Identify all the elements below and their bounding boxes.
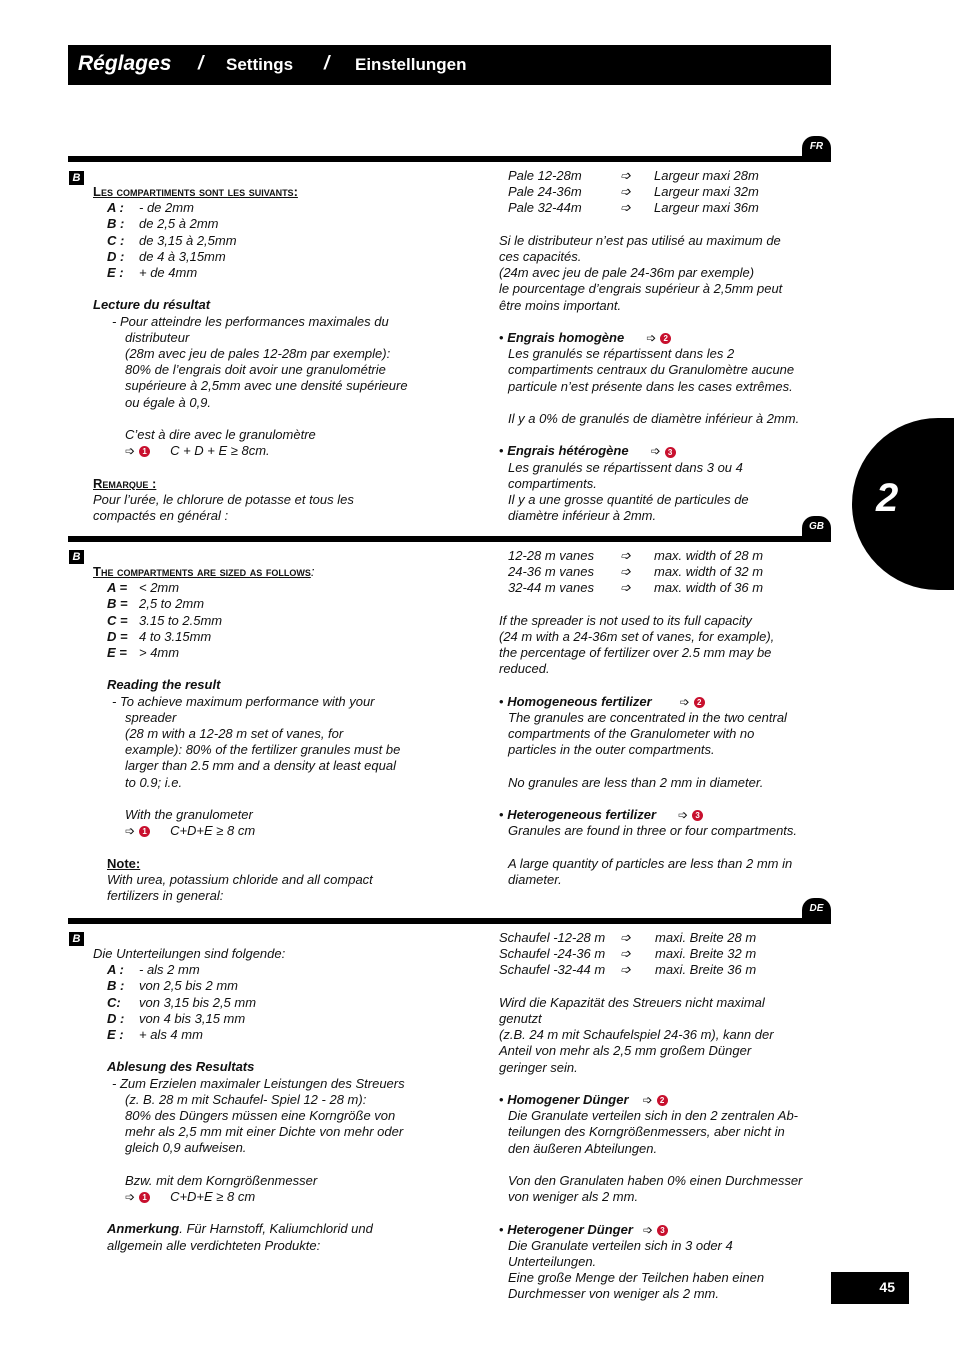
gb-right-column: 12-28 m vanes ➩ max. width of 28 m 24-36 m vanes ➩ max. width of 32 m 32-44 m vanes ➩ max. width of 36 m If the spreader is not used to its full capacity (24 m with a 24-36m set of vanes, for example), the percentage of fertilizer over 2.5 mm may be reduced. • Homogeneous fertilizer ➩ 2 The granules are concentrated in the two central compartments of the Granulometer with no particles in the outer compartments. No granules are less than 2 mm in diameter. • Heterogeneous fertilizer ➩ 3 Granules are found in three or four compartments. A large quantity of particles are less than 2 mm in diameter. [499,548,798,888]
de-right-column: Schaufel -12-28 m ➩ maxi. Breite 28 m Schaufel -24-36 m ➩ maxi. Breite 32 m Schaufel -32-44 m ➩ maxi. Breite 36 m Wird die Kapazität des Streuers nicht maximal genutzt (z.B. 24 m mit Schaufelspiel 24-36 m), kann der Anteil von mehr als 2,5 mm großem Dünger geringer sein. • Homogener Dünger ➩ 2 Die Granulate verteilen sich in den 2 zentralen Ab- teilungen des Korngrößenmessers, aber nicht in den äußeren Abteilungen. Von den Granulaten haben 0% einen Durchmesser von weniger als 2 mm. • Heterogener Dünger ➩ 3 Die Granulate verteilen sich in 3 oder 4 Unterteilungen. Eine große Menge der Teilchen haben einen Durchmesser von weniger als 2 mm. [499,930,803,1302]
number-2-icon: 2 [657,1095,668,1106]
number-1-icon: 1 [139,1192,150,1203]
title-de: Einstellungen [355,55,467,74]
section-b-marker: B [69,932,84,946]
language-tag-gb: GB [802,516,831,537]
arrow-icon: ➩ [125,1190,136,1205]
arrow-icon: ➩ [620,168,631,183]
title-separator: / [198,53,204,74]
number-1-icon: 1 [139,826,150,837]
language-tag-fr: FR [802,136,831,157]
number-3-icon: 3 [657,1225,668,1236]
fr-left-column: Les compartiments sont les suivants: A : - de 2mm B : de 2,5 à 2mm C : de 3,15 à 2,5mm D : de 4 à 3,15mm E : + de 4mm Lecture du résultat - Pour atteindre les performances maximales du distributeur (28m avec jeu de pales 12-28m par exemple): 80% de l’engrais doit avoir une granulométrie supérieure à 2,5mm avec une densité supérieure ou égale à 0,9. C’est à dire avec le granulomètre ➩ 1 C + D + E ≥ 8cm. Remarque : Pour l’urée, le chlorure de potasse et tous les compactés en général : [93,184,493,524]
gb-reading-title: Reading the result [107,677,221,693]
chapter-number: 2 [876,476,899,520]
arrow-icon: ➩ [650,444,661,459]
de-left-column: Die Unterteilungen sind folgende: A : - als 2 mm B : von 2,5 bis 2 mm C: von 3,15 bis 2,5 mm D : von 4 bis 3,15 mm E : + als 4 mm Ablesung des Resultats - Zum Erzielen maximaler Leistungen des Streuers (z. B. 28 m mit Schaufel- Spiel 12 - 28 m): 80% des Düngers müssen eine Korngröße von mehr als 2,5 mm mit einer Dichte von mehr oder gleich 0,9 aufweisen. Bzw. mit dem Korngrößenmesser ➩ 1 C+D+E ≥ 8 cm Anmerkung. Für Harnstoff, Kaliumchlorid und allgemein alle verdichteten Produkte: [93,946,493,1254]
number-2-icon: 2 [694,697,705,708]
arrow-icon: ➩ [678,808,689,823]
number-1-icon: 1 [139,446,150,457]
section-rule-de [68,918,831,924]
arrow-icon: ➩ [620,946,631,962]
fr-right-column: Pale 12-28m ➩ Largeur maxi 28m Pale 24-36m ➩ Largeur maxi 32m Pale 32-44m ➩ Largeur maxi 36m Si le distributeur n’est pas utilisé au maximum de ces capacités. (24m avec jeu de pale 24-36m par exemple) le pourcentage d’engrais supérieur à 2,5mm peut être moins important. • Engrais homogène ➩ 2 Les granulés se répartissent dans les 2 compartiments centraux du Granulomètre aucune particule n’est présente dans les cases extrêmes. Il y a 0% de granulés de diamètre inférieur à 2mm. • Engrais hétérogène ➩ 3 Les granulés se répartissent dans 3 ou 4 compartiments. Il y a une grosse quantité de particules de diamètre inférieur à 2mm. [499,168,800,524]
arrow-icon: ➩ [620,184,631,200]
fr-vanes-table: Pale 12-28m ➩ Largeur maxi 28m Pale 24-36m ➩ Largeur maxi 32m Pale 32-44m ➩ Largeur maxi 36m [508,168,759,216]
page-number: 45 [831,1272,909,1304]
fr-compartments-intro: Les compartiments sont les suivants: [93,184,298,199]
number-3-icon: 3 [692,810,703,821]
gb-vanes-table: 12-28 m vanes ➩ max. width of 28 m 24-36 m vanes ➩ max. width of 32 m 32-44 m vanes ➩ max. width of 36 m [508,548,764,596]
arrow-icon: ➩ [620,930,631,945]
de-compartments-intro: Die Unterteilungen sind folgende: [93,946,286,961]
arrow-icon: ➩ [125,824,136,839]
page-header [68,45,831,85]
arrow-icon: ➩ [620,548,631,563]
number-2-icon: 2 [660,333,671,344]
gb-note-title: Note: [107,855,141,871]
chapter-tab [852,418,954,590]
fr-reading-title: Lecture du résultat [93,297,211,313]
arrow-icon: ➩ [679,694,690,709]
title-separator: / [324,53,330,74]
fr-note-title: Remarque : [93,475,157,491]
arrow-icon: ➩ [642,1093,653,1108]
arrow-icon: ➩ [620,564,631,580]
de-vanes-table: Schaufel -12-28 m ➩ maxi. Breite 28 m Schaufel -24-36 m ➩ maxi. Breite 32 m Schaufel -32-44 m ➩ maxi. Breite 36 m [499,930,757,978]
de-reading-title: Ablesung des Resultats [107,1059,255,1075]
arrow-icon: ➩ [620,580,631,596]
arrow-icon: ➩ [642,1222,653,1237]
section-b-marker: B [69,550,84,564]
language-tag-de: DE [802,898,831,919]
arrow-icon: ➩ [620,200,631,216]
number-3-icon: 3 [665,447,676,458]
gb-compartments-intro: The compartments are sized as follows [93,564,311,579]
title-gb: Settings [226,55,294,74]
section-rule-fr [68,156,831,162]
arrow-icon: ➩ [125,444,136,459]
gb-left-column: The compartments are sized as follows: A = < 2mm B = 2,5 to 2mm C = 3.15 to 2.5mm D = 4 to 3.15mm E = > 4mm Reading the result - To achieve maximum performance with your spreader (28 m with a 12-28 m set of vanes, for example): 80% of the fertilizer granules must be larger than 2.5 mm and a density at least equal to 0.9; i.e. With the granulometer ➩ 1 C+D+E ≥ 8 cm Note: With urea, potassium chloride and all compact fertilizers in general: [93,564,493,904]
title-fr: Réglages [78,52,172,75]
section-rule-gb [68,536,831,542]
section-b-marker: B [69,171,84,185]
arrow-icon: ➩ [646,331,657,346]
de-note-title: Anmerkung [107,1221,180,1237]
arrow-icon: ➩ [620,962,631,978]
